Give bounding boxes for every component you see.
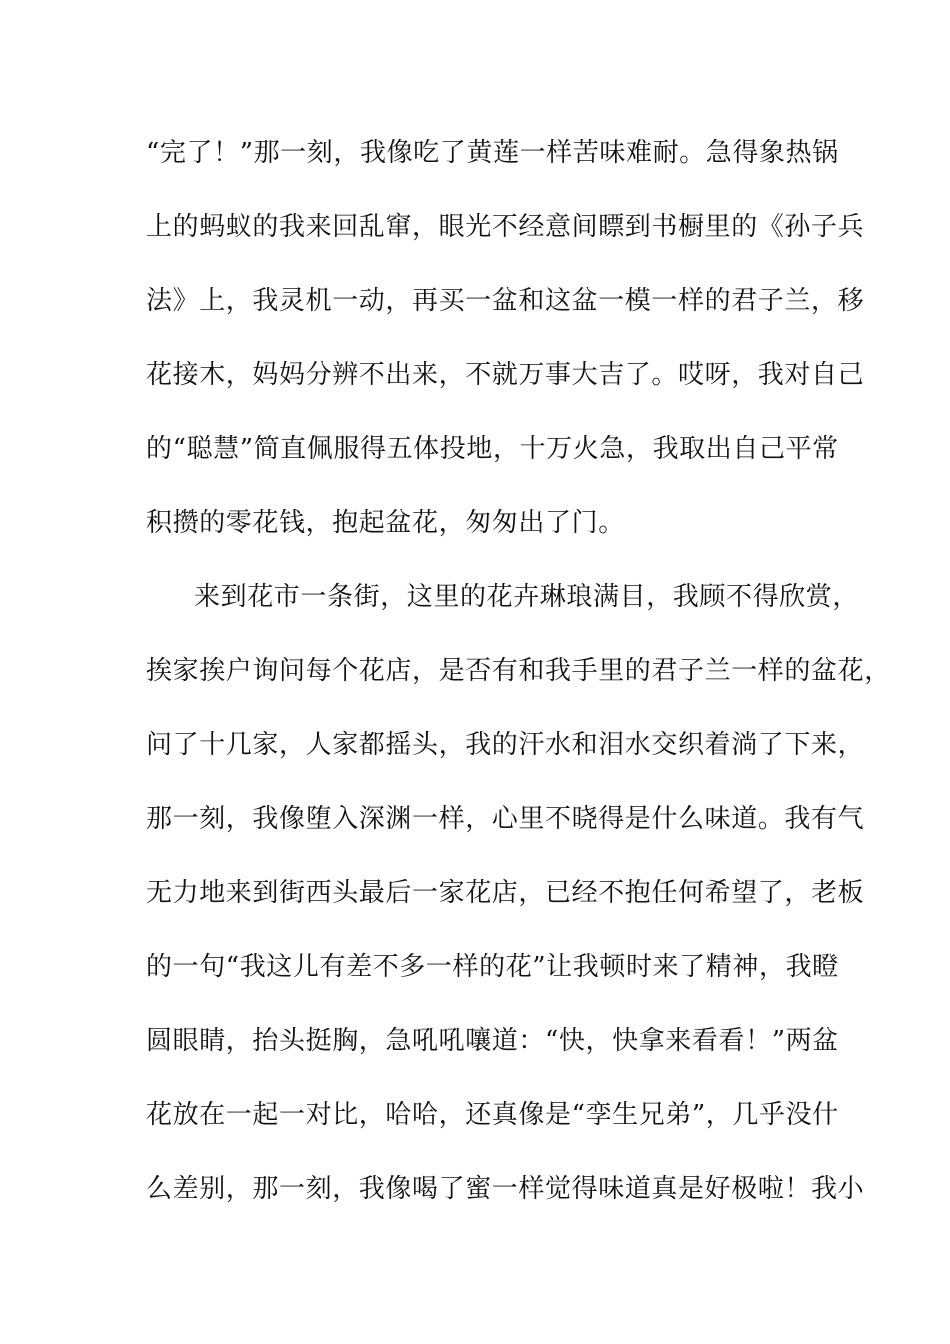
text-line: 那一刻，我像堕入深渊一样，心里不晓得是什么味道。我有气 (146, 804, 865, 834)
text-line: 法》上，我灵机一动，再买一盆和这盆一模一样的君子兰，移 (146, 286, 865, 316)
text-line: 挨家挨户询问每个花店，是否有和我手里的君子兰一样的盆花， (146, 656, 891, 686)
text-line: 么差别，那一刻，我像喝了蜜一样觉得味道真是好极啦！我小 (146, 1174, 865, 1204)
text-line: 的“聪慧”简直佩服得五体投地，十万火急，我取出自己平常 (146, 434, 839, 464)
text-line: 上的蚂蚁的我来回乱窜，眼光不经意间瞟到书橱里的《孙子兵 (146, 212, 865, 242)
text-line: 无力地来到街西头最后一家花店，已经不抱任何希望了，老板 (146, 878, 865, 908)
text-line: 的一句“我这儿有差不多一样的花”让我顿时来了精神，我瞪 (146, 952, 839, 982)
text-line: “完了！”那一刻，我像吃了黄莲一样苦味难耐。急得象热锅 (146, 138, 839, 168)
text-line: 圆眼睛，抬头挺胸，急吼吼嚷道：“快，快拿来看看！”两盆 (146, 1026, 839, 1056)
paragraph-first-line: 来到花市一条街，这里的花卉琳琅满目，我顾不得欣赏， (194, 582, 860, 612)
text-line: 花接木，妈妈分辨不出来，不就万事大吉了。哎呀，我对自己 (146, 360, 865, 390)
text-line: 积攒的零花钱，抱起盆花，匆匆出了门。 (146, 508, 625, 538)
text-line: 花放在一起一对比，哈哈，还真像是“孪生兄弟”，几乎没什 (146, 1100, 839, 1130)
text-line: 问了十几家，人家都摇头，我的汗水和泪水交织着淌了下来， (146, 730, 865, 760)
